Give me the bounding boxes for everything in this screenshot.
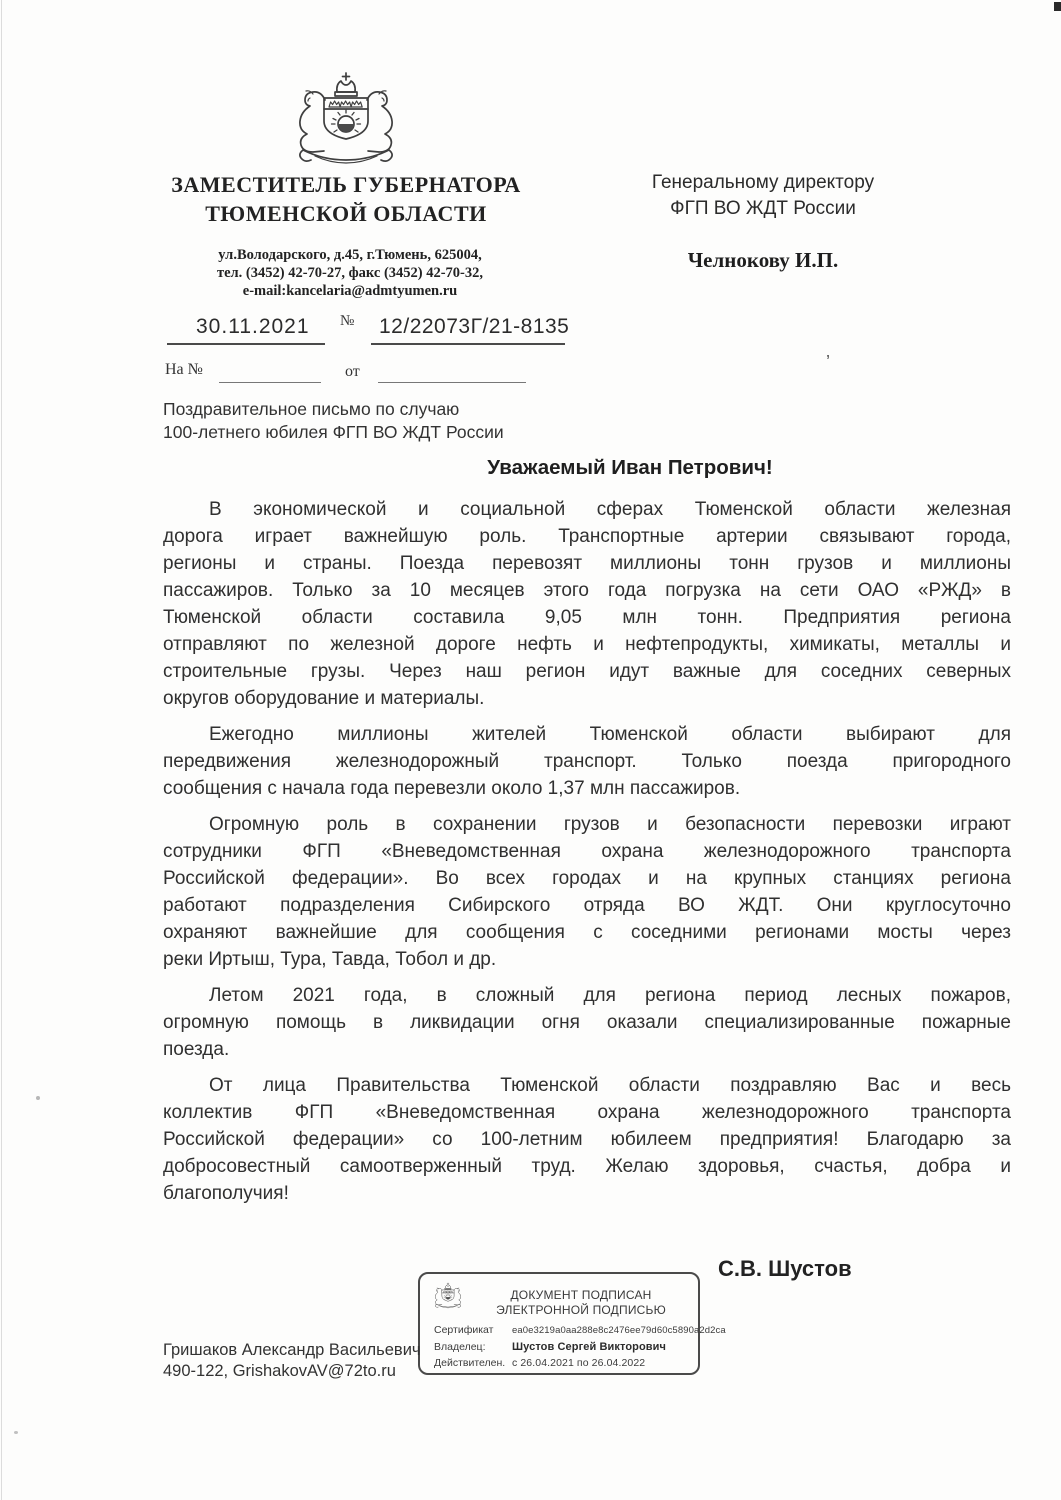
address-line1: ул.Володарского, д.45, г.Тюмень, 625004, — [218, 247, 482, 263]
paragraph-line: охраняют важнейшие для сообщения с соседними регионами мосты через — [163, 922, 1011, 943]
paragraph-line: строительные грузы. Через наш регион идут важные для соседних северных — [163, 661, 1011, 682]
paragraph-line: огромную помощь в ликвидации огня оказали специализированные пожарные — [163, 1012, 1011, 1033]
stamp-validity-row — [434, 1357, 690, 1369]
validity-value: с 26.04.2021 по 26.04.2022 — [512, 1357, 646, 1369]
executor-name: Гришаков Александр Васильевич — [163, 1341, 421, 1359]
executor-block — [163, 1340, 421, 1382]
paragraph-line: благополучия! — [163, 1183, 289, 1204]
certificate-label: Сертификат — [434, 1324, 494, 1336]
number-underline — [371, 343, 565, 345]
certificate-value: ea0e3219a0aa288e8c2476ee79d60c5890a2d2ca — [512, 1325, 726, 1336]
paragraph-line: Ежегодно миллионы жителей Тюменской области выбирают для — [209, 724, 1011, 745]
electronic-signature-stamp — [418, 1272, 726, 1375]
recipient-name: Челнокову И.П. — [687, 248, 839, 272]
paragraph-line: сотрудники ФГП «Вневедомственная охрана железнодорожного транспорта — [163, 841, 1011, 862]
paragraph-line: регионы и страны. Поезда перевозят миллионы тонн грузов и миллионы — [163, 553, 1011, 574]
stamp-title-line1: ДОКУМЕНТ ПОДПИСАН — [510, 1288, 652, 1302]
paragraph-line: передвижения железнодорожный транспорт. Только поезда пригородного — [163, 751, 1011, 772]
paragraph-line: В экономической и социальной сферах Тюменской области железная — [209, 499, 1011, 520]
owner-value: Шустов Сергей Викторович — [512, 1340, 667, 1353]
reply-to-label: На № — [165, 361, 203, 378]
paragraph-line: Тюменской области составила 9,05 млн тонн. Предприятия региона — [163, 607, 1011, 628]
stamp-details — [434, 1324, 726, 1374]
scan-speck — [1054, 2, 1061, 11]
letter-number: 12/22073Г/21-8135 — [379, 315, 570, 338]
scan-speck: ’ — [826, 352, 830, 372]
recipient-line2: ФГП ВО ЖДТ России — [670, 198, 856, 219]
stamp-title-line2: ЭЛЕКТРОННОЙ ПОДПИСЬЮ — [496, 1303, 666, 1317]
reply-from-label: от — [345, 363, 360, 380]
paragraph-line: коллектив ФГП «Вневедомственная охрана железнодорожного транспорта — [163, 1102, 1011, 1123]
paragraph-line: Российской федерации» со 100-летним юбилеем предприятия! Благодарю за — [163, 1129, 1011, 1150]
stamp-owner-row — [434, 1341, 690, 1353]
org-name-line2: ТЮМЕНСКОЙ ОБЛАСТИ — [205, 201, 487, 226]
paragraph-line: пассажиров. Только за 10 месяцев этого года погрузка на сети ОАО «РЖД» в — [163, 580, 1011, 601]
org-name-line1: ЗАМЕСТИТЕЛЬ ГУБЕРНАТОРА — [171, 172, 521, 197]
letterhead-address — [150, 246, 550, 300]
address-line3: e-mail:kancelaria@admtyumen.ru — [242, 283, 458, 299]
paragraph-line: От лица Правительства Тюменской области поздравляю Вас и весь — [209, 1075, 1011, 1096]
signatory-name: С.В. Шустов — [718, 1256, 852, 1281]
executor-contact: 490-122, GrishakovAV@72to.ru — [163, 1362, 396, 1380]
paragraph-2 — [163, 721, 1011, 802]
paragraph-line: отправляют по железной дороге нефть и нефтепродукты, химикаты, металлы и — [163, 634, 1011, 655]
stamp-coat-of-arms-icon — [430, 1282, 466, 1310]
paragraph-line: поезда. — [163, 1039, 230, 1060]
subject-line2: 100-летнего юбилея ФГП ВО ЖДТ России — [163, 422, 504, 442]
letterhead-org-name — [120, 170, 572, 228]
letter-date: 30.11.2021 — [196, 315, 310, 338]
recipient-block — [630, 170, 896, 222]
letter-body — [163, 496, 1011, 1216]
paragraph-4 — [163, 982, 1011, 1063]
paragraph-line: округов оборудование и материалы. — [163, 688, 485, 709]
stamp-title — [472, 1288, 690, 1318]
owner-label: Владелец: — [434, 1340, 486, 1353]
address-line2: тел. (3452) 42-70-27, факс (3452) 42-70-32, — [216, 265, 484, 281]
scan-speck — [36, 1096, 40, 1100]
reply-date-blank — [378, 382, 526, 383]
paragraph-5 — [163, 1072, 1011, 1207]
paragraph-line: добросовестный самоотверженный труд. Желаю здоровья, счастья, добра и — [163, 1156, 1011, 1177]
date-underline — [167, 343, 325, 345]
validity-label: Действителен. — [434, 1357, 506, 1369]
scan-speck — [14, 1431, 18, 1434]
paragraph-line: Российской федерации». Во всех городах и на крупных станциях региона — [163, 868, 1011, 889]
paragraph-line: реки Иртыш, Тура, Тавда, Тобол и др. — [163, 949, 497, 970]
paragraph-3 — [163, 811, 1011, 973]
paragraph-line: Летом 2021 года, в сложный для региона период лесных пожаров, — [209, 985, 1011, 1006]
scan-edge-line — [1, 0, 2, 1500]
stamp-certificate-row — [434, 1324, 726, 1336]
paragraph-line: Огромную роль в сохранении грузов и безопасности перевозки играют — [209, 814, 1011, 835]
reply-number-blank — [219, 382, 321, 383]
subject-block — [163, 398, 683, 444]
number-sign: № — [340, 313, 355, 329]
recipient-line1: Генеральному директору — [651, 172, 875, 193]
subject-line1: Поздравительное письмо по случаю — [163, 399, 460, 419]
paragraph-line: работают подразделения Сибирского отряда ВО ЖДТ. Они круглосуточно — [163, 895, 1011, 916]
salutation: Уважаемый Иван Петрович! — [487, 456, 773, 479]
paragraph-line: сообщения с начала года перевезли около 1,37 млн пассажиров. — [163, 778, 741, 799]
paragraph-line: дорога играет важнейшую роль. Транспортные артерии связывают города, — [163, 526, 1011, 547]
paragraph-1 — [163, 496, 1011, 712]
tyumen-coat-of-arms — [281, 70, 411, 170]
